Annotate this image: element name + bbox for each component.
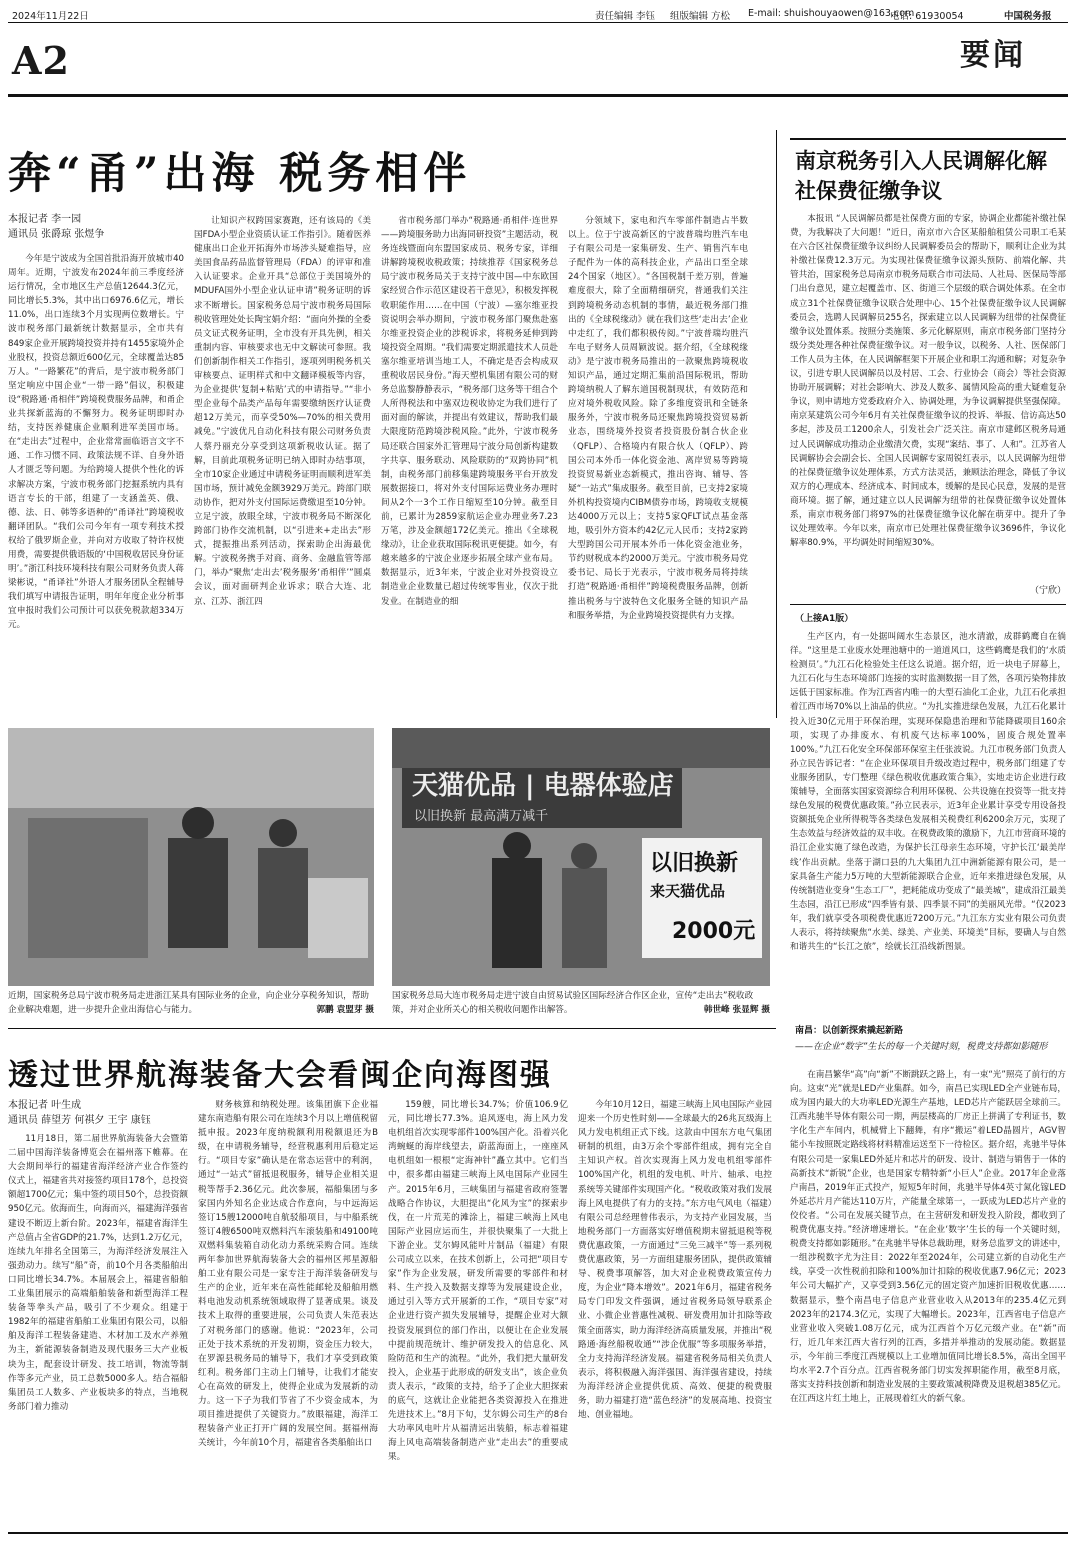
photo-caption-2: 国家税务总局大连市税务局走进宁波自由贸易试验区国际经济合作区企业，宣传“走出去”税收政策，并对企业所关心的相关税收问题作出解答。 韩世峰 张显辉 摄 bbox=[392, 990, 770, 1017]
continued-body: 生产区内，有一处据叫阔水生态景区，池水清澈，成群鹤鹰自在徜徉。“这里是工业废水处理池塘中的一道道风口，这些鹤鹰是我们的‘水质检测员’。”九江石化检验处主任这么说道。据介绍，近一块电子屏幕上，九江石化与生态环境部门连接的实时监测数据一目了然，各项污染物排放远低于国家标准。作为江西省内唯一的大型石油化工企业，九江石化承担着江西市场70%以上油品的供应。“为扎实推进绿色发展，九江石化累计投入近30亿元用于环保治理，实现环保隐患治理和节能降碳项目160余项，实现了办排废水、有机废气达标率100%，固废合规处置率100%。”九江石化安全环保部环保室主任张波说。九江市税务部门负责人孙立民告诉记者：“在企业环保项目升级改造过程中，税务部门组建了专业服务团队，专门整理《绿色税收优惠政策合集》，实地走访企业进行政策辅导，全面落实国家资源综合利用环保税、公共设施在投资等一批支持绿色发展的税费优惠政策。”孙立民表示，近3年企业累计享受专用设备投资额抵免企业所得税等各类绿色发展相关税费红利6200余万元，实现了生态效益与经济效益的双丰收。在税费政策的激励下，九江市营商环境的沿江企业实施了绿色改造，为保护长江母亲生态环境，守护长江‘最美岸线’作出贡献。坐落于湖口县的九大集团九江中洲新能源有限公司，是一家具备生产能力5万吨的大型新能源联合企业，近年来推进绿色发展，从传统制造业变身“生态工厂”，把耗能成功变成了“最美城”，建成沿江最美生态园，沿江已形成“四季皆有景、四季景不同”的美丽风光带。“仅2023年，我们就享受各项税费优惠近7200万元。”九江东方实业有限公司负责人表示，将持续聚焦“水美、绿美、产业美、环境美”目标，要确人与自然和谐共生的“长江之旅”，绘就长江沿线新图景。 bbox=[790, 632, 1066, 953]
header-rule-thick bbox=[8, 94, 1068, 97]
sub-article-subheading: ——在企业“数字”生长的每一个关键时刻，税费支持都如影随形 bbox=[795, 1042, 1048, 1052]
byline-article3 bbox=[8, 1098, 188, 1128]
photo-factory-illustration bbox=[8, 728, 374, 986]
designer-credit: 组版编辑 方松 bbox=[670, 11, 731, 22]
article1-column-4: 分领域下，家电和汽车零部件制造占半数以上。位于宁波高新区的宁波普瑞均胜汽车电子有限公司是一家集研发、生产、销售汽车电子配件为一体的高科技企业，产品出口至全球24个国家（地区）。“各国税制千差万别，普遍难度很大，除了全面精细研究，普通我们关注到跨境税务动态机制的事情，最近税务部门推出的《全球税缘动》就在我们这些‘走出去’企业中走红了，我们都积极传阅。”宁波普瑞均胜汽车电子财务人员周颖波说。据介绍，《全球税缘动》是宁波市税务局推出的一款聚焦跨境税收知识产品，通过定期汇集前沿国际税讯，帮助跨境纳税人了解东道国税制现状，有效防范和应对境外税收风险。除了多维度资讯和全链条服务外，宁波市税务局还聚焦跨境投资贸易新业态，围绕境外投资者投资股份制合伙企业（QFLP）、合格境内有限合伙人（QFLP）、跨国公司本外币一体化资金池、离岸贸易等跨境投资贸易新业态新模式，推出咨询、辅导、答疑“一站式”集成服务。截至目前，已支持2家境外机构投资境内CIBM债券市场，跨境收支规模达4000万元以上；支持5家QFLT试点基金落地，吸引外方资本约42亿元人民币；支持2家跨大型跨国公司开展本外币一体化资金池业务，节约财税成本约2000万美元。宁波市税务局党委书记、局长于光表示，宁波市税务局将持续打造“税路通·甬相伴”跨境税费服务品牌，创新推出税务与宁波特色文化服务全链的知识产品和服务举措，为企业跨境投资提供有力支撑。 bbox=[568, 216, 748, 621]
page-number: A2 bbox=[12, 38, 70, 83]
sub-article-heading: 南昌：以创新探索撬起新路 bbox=[795, 1026, 904, 1036]
article2-author: （宁欣） bbox=[1030, 586, 1067, 596]
store-sign-text: 天猫优品 | 电器体验店 bbox=[412, 771, 674, 801]
byline-reporter: 本报记者 李一园 bbox=[8, 214, 82, 225]
byline-article1 bbox=[8, 212, 178, 242]
article3-column-2: 财务核算和纳税处理。该集团旗下企业福建东南造船有限公司在连续3个月以上增值税留抵申报。2023年度纳税额利用税额退还为B级，在申请税务辅导，经营税惠利用后稳定运行。“项目专家”确认是在常态运营中的利润，通过“一站式”留抵退税服务，辅导企业相关退税等帮手2.36亿元。此次参展，福船集团与多家国内外知名企业达成合作意向，与中远海运签订15艘12000吨自航驳船项目，与中船系统签订4艘6500吨双燃料汽车滚装船和49100吨双燃料集装箱自动化动力系统采购合同。连续两年参加世界航海装备大会的福州区邦星源船舶工业有限公司是一家专注于海洋装备研发与生产的企业，近年来在高性能邮轮及船舶用燃料电池发动机系统领域取得了显著成果。谈及技术上取得的重要进展，公司负责人朱范表达了对税务部门的感谢。他说：“2023年，公司正处于技术系统的开发初期，资金压力较大，在罗源县税务局的辅导下，我们才享受到政策红利。税务部门主动上门辅导，让我们才能安心在高效的研发上，使得企业成为发展新的动力。这一下子为我们节省了不少资金成本，为项目推进提供了关键资力。”放眼福建，海洋工程装备产业正打开广阔的发展空间。据福州海关统计，今年前10个月，福建省各类船舶出口 bbox=[198, 1100, 378, 1449]
photo-tax-service-factory bbox=[8, 728, 374, 986]
poster-line-1: 以旧换新 bbox=[650, 851, 739, 876]
continued-label: （上接A1版） bbox=[795, 614, 854, 624]
article2-top-rule bbox=[790, 138, 1066, 140]
contact-email[interactable]: E-mail: shuishouyaowen@163.com bbox=[748, 8, 915, 19]
masthead-strip bbox=[10, 6, 1066, 22]
headline-article1: 奔“甬”出海 税务相伴 bbox=[8, 149, 472, 199]
article2-body: 本报讯 “人民调解员都是社保费方面的专家，协调企业都能补缴社保费，为我解决了大问题！”近日，南京市六合区某船舶租赁公司职工毛某在六合区社保费征缴争议纠纷人民调解委员会的帮助下，顺利让企业为其补缴社保费12.3万元。为实现社保费征缴争议源头预防、前端化解、共管共治，国家税务总局南京市税务局联合市司法局、人社局、医保局等部门出台意见，建立起覆盖市、区、街道三个层级的联合调处体系。在全市成立31个社保费征缴争议联合处理中心、15个社保费征缴争议人民调解委员会，选聘人民调解员255名，探索建立以人民调解为纽带的社保费征缴争议处置体系。按照分类施策、多元化解原则，南京市税务部门坚持分级分类处理各种社保费征缴争议。对一般争议，以税务、人社、医保部门工作人员为主体，在人民调解框架下开展企业和职工沟通和解；对复杂争议，引进专职人民调解员以及村居、工会、行业协会（商会）等社会资源协助开展调解；对社会影响大、涉及人数多、属情风险高的重大疑难复杂争议，则申请地方党委政府介入、协调处理，为争议调解提供坚强保障。南京某建筑公司今年6月有关社保费征缴争议的投诉、举报、信访高达50多起，涉及员工1200余人，引发社会广泛关注。南京市建邺区税务局通过人民调解成功推动企业缴清欠费，实现“案结、事了、人和”。江苏省人民调解协会会副会长、全国人民调解专家周锐红表示，以人民调解为纽带的社保费征缴争议处理体系，方式方法灵活，兼顾法治理念，降低了争议双方的心理成本、经济成本、时间成本，缓解的是民心民意，发展的是营商环境。据了解，通过建立以人民调解为纽带的社保费征缴争议处置体系，南京市税务部门将97%的社保费征缴争议化解在萌芽中。提升了争议处理效率。今年以来，南京市已处理社保费征缴争议3696件，争议化解率80.9%，平均调处时间缩短30%。 bbox=[790, 214, 1066, 549]
article2-bottom-rule bbox=[790, 604, 1066, 605]
poster-line-2: 来天猫优品 bbox=[650, 882, 726, 900]
column-divider bbox=[776, 130, 777, 718]
headline-article3: 透过世界航海装备大会看闽企向海图强 bbox=[8, 1058, 552, 1093]
photo-appliance-store bbox=[392, 728, 770, 986]
store-banner-text: 以旧换新 最高满万减千 bbox=[414, 809, 549, 824]
photo-store-illustration bbox=[392, 728, 770, 986]
sub-article-body: 在南昌繁华“高”向“新”不断跳跃之路上，有一束“光”照亮了前行的方向。这束“光”就是LED产业集群。如今，南昌已实现LED全产业链布局，成为国内最大的大功率LED光源生产基地，LED芯片产能跃居全球前三。江西兆驰半导体有限公司一期，两层楼高的厂房正上拼满了专利证书，数字化生产车间内，机械臂上下翻舞，有序“搬运”着LED晶圆片，AGV智能小车按照既定路线将材料精准运送至下一待检区。据介绍，兆驰半导体有限公司是一家集LED外延片和芯片的研发、设计、制造与销售于一体的高新技术“新锐”企业，也是国家专精特新“小巨人”企业。2017年企业落户南昌，2019年正式投产，短短5年时间，兆驰半导体4英寸氮化镓LED外延芯片月产能达110万片，产能量全球第一，一跃成为LED芯片产业的佼佼者。“公司在发展关键节点，在主营研发和研发投入阶段，都收到了税费优惠支持。”经济增速增长。“在企业‘数字’生长的每一个关键时刻，税费支持都如影随形。”在兆驰半导体总裁助理，财务总监罗文的讲述中，一组涉税数字尤为注目：2022年至2024年，公司建立新的自动化生产线，享受一次性税前扣除和100%加计扣除的税收优惠7.96亿元；2023年公司大幅扩产，又享受到3.56亿元的固定资产加速折旧税收优惠……数据显示，整个南昌电子信息产业营业收入从2013年的235.4亿元到2023年的2174.3亿元，实现了大幅增长。2023年，江西省电子信息产业营业收入突破1.08万亿元，成为江西首个万亿元级产业。在“新”而行，近几年来江西大省行列的江西，多措并举推动的发展动能。数据显示，今年前三季度江西规模以上工业增加值同比增长8.5%，高出全国平均水平2.7个百分点。江西省税务部门切实发挥职能作用，截至8月底，落实支持科技创新和制造业发展的主要政策减税降费及退税超385亿元。在江西这片红土地上，正展现着红火的新气象。 bbox=[790, 1070, 1066, 1405]
photo-credit-1: 郭鹏 袁盟芽 摄 bbox=[316, 1004, 374, 1015]
article1-column-3: 省市税务部门举办“税路通·甬相伴·连世界——跨境服务助力出海同研投资”主题活动，税务连线暨面向东盟国家成员、税务专家，详细讲解跨境税收税政策；持续推荐《国家税务总局宁波市税务局关于支持宁波中国—中东欧国家经贸合作示范区建设若干意见》，积极发挥税收职能作用……在中国（宁波）—塞尔维亚投资说明会举办期间，宁波市税务部门聚焦赴塞尔维亚投资企业的涉税诉求，将税务延伸到跨境投资全周期。“我们需要定期派遣技术人员赴塞尔维亚培训当地工人，不确定是否会构成双重税收居民身份。”海天塑机集团有限公司的财务总监黎静静表示，“税务部门这务等干组合个人所得税法和中塞双边税收协定为我们进行了面对面的解读，并提出有效建议，帮助我们最大限度防范跨境涉税风险。”此外，宁波市税务局还联合国家外汇管理局宁波分局创新构建数字共享、服务联动、风险联防的“双跨协同”机制，由税务部门前移集建跨境服务平台开放发展数据接口，将对外支付国际运费业务办理时间从2个一3个工作日缩短至10分钟。截至目前，已累计为2859家航运企业办理业务7.23万笔，涉及金额超172亿美元。推出《全球税缘动》，让企业获取国际税讯更便捷。如今，有越来越多的宁波企业逐步拓展全球产业布局。数据显示，近3年来，宁波企业对外投资设立制造业企业数量已超过传统零售业，仅次于批发业。在制造业的细 bbox=[381, 216, 558, 607]
issue-date: 2024年11月22日 bbox=[12, 11, 89, 22]
section-title: 要闻 bbox=[960, 38, 1026, 73]
article3-column-3: 159艘，同比增长34.7%；价值106.9亿元，同比增长77.3%。追风逐电，海上风力发电机组首次实现零部件100%国产化。沿着兴化湾蜿蜒的海岸线望去，蔚蓝海面上，一座座风电机组如一根根“定海神针”矗立其中。它们当中，很多都由福建三峡海上风电国际产业园生产。2015年6月，三峡集团与福建省政府签署战略合作协议，大胆提出“化风为宝”的探索步伐，在一片荒芜的滩涂上，福建三峡海上风电国际产业园应运而生，并很快聚集了一大批上下游企业。艾尔姆风能叶片制品（福建）有限公司成立以来，在技术创新上，公司把“项目专家”作为企业发展，研发所需要的零部件和材料、生产投入及数据支撑等为发展建设企业，通过引入等方式开展新的工作，“项目专家”对企业进行资产损失发展辅导，提醒企业对大额投资发展到位的部门作出，以便让在企业发展中提前规范统计、维护研发投入的信息化、风险防范和生产的流程。“此外，我们把大量研发投入，企业基于此形成的研发支出”，该企业负责人表示，“政策的支持，给予了企业大胆探索的底气，这就让企业能把各类资源投入在推进先进技术上。”8月下旬，艾尔姆公司生产的8台大功率风电叶片从福清运出装船，标志着福建海上风电高端装备制造产业“走出去”的重要成果。 bbox=[388, 1100, 568, 1463]
editor-credit: 责任编辑 李钰 bbox=[595, 11, 656, 22]
byline-reporter-3: 本报记者 叶生成 bbox=[8, 1100, 82, 1111]
article3-column-1: 11月18日，第二届世界航海装备大会暨第二届中国海洋装备博览会在福州落下帷幕。在大会期间举行的福建省海洋经济产业合作签约仪式上，福建省共对接签约项目178个，总投资额超1700亿元；集中签约项目50个，总投资额950亿元。依海而生，向海而兴，福建海洋强省建设不断迈上新台阶。2023年，福建省海洋生产总值占全省GDP的21.7%，达到1.2万亿元，连续九年排名全国第三，为海洋经济发展注入强劲动力。续写“船”奇，前10个月各类船舶出口同比增长34.7%。本届展会上，福建省船舶工业集团展示的高端船舶装备和新型海洋工程装备等拳头产品，吸引了不少观众。组建于1982年的福建省船舶工业集团有限公司，以船舶及海洋工程装备建造、木材加工及水产养殖为主，新能源装备制造及现代服务三大产业板块为主，配套设计研发、技工培训，物流等制作等多元产业，员工总数5000多人。结合福船集团员工人数多、产业板块多的特点，当地税务部门着力推动 bbox=[8, 1134, 188, 1412]
byline-correspondents: 通讯员 张爵琼 张煜争 bbox=[8, 229, 105, 240]
photo-credit-2: 韩世峰 张显辉 摄 bbox=[703, 1004, 770, 1015]
header-rule-thin bbox=[8, 22, 1068, 23]
article1-column-2: 让知识产权跨国家赛跑，还有该局的《美国FDA小型企业资质认证工作指引》。随着医养健康出口企业开拓海外市场涉头疑难指导，应美国食品药品监督管理局（FDA）的评审和准入认证要求。企业开具“总部位于美国境外的MDUFA国外小型企业认证申请”税务证明的诉求不断增长。国家税务总局宁波市税务局国际税收管理处处长陶宝娟介绍：“面向外操的全委员文证式税务证明，全市没有开具先例，相关重制内容、审核要求也无中文解读可参照。我们创新制作相关工作指引，逐项列明税务机关审核要点、证明样式和中文翻译模板等内容，为企业提供‘复制+粘贴’式的申请指导。”“非小型企业每个品类产品每年需要缴纳医疗认证费超12万美元，而享受50%—70%的相关费用减免。”宁波优凡自动化科技有限公司财务负责人蔡丹丽充分享受到这项新税收认证。据了解，目前此项税务证明已纳入即时办结事项，全市10家企业通过申请税务证明而顺利进军美国市场，预计减免金额3929万美元。跨部门联动协作，把对外支付国际运费缴退至10分钟。立足宁波，放眼全球，宁波市税务局不断深化跨部门协作交流机制，以“引进来+走出去”形式，提振推出系列活动，探索助企出海最优解。宁波税务携手对商、商务、金融监管等部门，举办“聚焦‘走出去’税务服务‘甬相伴’”圆桌会议，面对面研判企业诉求；联合大连、北京、江苏、浙江四 bbox=[194, 216, 371, 607]
newspaper-name: 中国税务报 bbox=[1004, 11, 1052, 22]
headline-article2: 南京税务引入人民调解化解社保费征缴争议 bbox=[795, 148, 1047, 203]
byline-correspondents-3: 通讯员 薛望芳 何祺夕 王宇 康钰 bbox=[8, 1115, 151, 1126]
article1-column-1: 今年是宁波成为全国首批沿海开放城市40周年。近期，宁波发布2024年前三季度经济运行情况，全市地区生产总值12644.3亿元，同比增长5.3%，其中出口6976.6亿元，增长11.0%，出口连续3个月实现两位数增长。宁波市税务部门最新统计数据显示，全市共有849家企业开展跨境投资并持有1455家境外企业股权，投资总额近600亿元，全球覆盖达85万人。“一路繁花”的背后，是宁波市税务部门坚定响应中国企业“一带一路”倡议，积极建设“税路通·甬相伴”跨境税费服务品牌，和甬企业共探新蓝海的不懈努力。税务证明即时办结，支持医养健康企业顺利进军美国市场。在“走出去”过程中，企业常常面临语言文字不通、工作习惯不同、政策法规不详、自身外语人才匮乏等问题。为给跨境人提供个性化的诉求解决方案，宁波市税务部门挖掘系统内具有语言专长的干部，组建了一支涵盖英、俄、德、法、日、韩等多语种的“甬译社”跨境税收翻译团队。“我们公司今年有一项专利技术授权给了俄罗斯企业，并向对方收取了特许权使用费，需要提供俄语版的‘中国税收居民身份证明’。”浙江科技环境科技有限公司财务负责人蒋梁彬说，“甬译社”外语人才服务团队全程辅导我们填写申请报告证明，明年年度企业分析事宜申报时我们公司预计可以获免税款超334万元。 bbox=[8, 254, 184, 631]
poster-price: 2000元 bbox=[672, 919, 756, 944]
contact-phone: 电话: 61930054 bbox=[890, 11, 964, 22]
photo-caption-1: 近期，国家税务总局宁波市税务局走进浙江某具有国际业务的企业，向企业分享税务知识，帮助企业解决难题，进一步提升企业出海信心与能力。 郭鹏 袁盟芽 摄 bbox=[8, 990, 374, 1017]
article3-top-rule bbox=[8, 1028, 776, 1029]
article3-column-4: 今年10月12日，福建三峡海上风电国际产业园迎来一个历史性时刻——全球最大的26兆瓦级海上风力发电机组正式下线。这款由中国东方电气集团研制的机组，由3万余个零部件组成，拥有完全自主知识产权。首次实现海上风力发电机组零部件100%国产化，机组的发电机、叶片、轴承、电控系统等关键部件实现国产化。“税收政策对我们发展海上风电提供了有力的支持。”东方电气风电（福建）有限公司总经理曾伟表示，为支持产业园发展，当地税务部门一方面落实好增值税期末留抵退税等税费优惠政策，一方面通过“三免三减半”等一系列税费优惠政策，另一方面组建服务团队，提供政策辅导、税费事项解答，加大对企业税费政策宣传力度，为企业“降本增效”。2021年6月，福建省税务局专门印发文件强调，通过省税务局领导联系企业、小微企业普惠性减税、研发费用加计扣除等政策全面落实，助力海洋经济高质量发展，并推出“税路通·海丝船税收通”“涉企优服”等多项服务举措，全力支持海洋经济发展。福建省税务局相关负责人表示，将积极融入海洋强国、海洋强省建设，持续为海洋经济企业提供优质、高效、便捷的税费服务，助力福建打造“蓝色经济”的发展高地、投资宝地、创业福地。 bbox=[578, 1100, 772, 1421]
page-bottom-rule bbox=[8, 1532, 1068, 1534]
